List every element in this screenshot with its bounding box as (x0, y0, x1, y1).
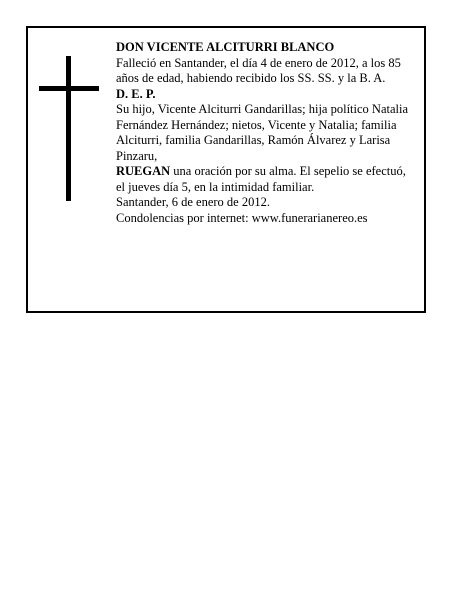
ruegan-paragraph (116, 164, 416, 195)
cross-vertical-bar (66, 56, 71, 201)
cross-horizontal-bar (39, 86, 99, 91)
dep-line: D. E. P. (116, 86, 156, 101)
family-list: Su hijo, Vicente Alciturri Gandarillas; hija político Natalia Fernández Hernández; nietos, Vicente y Natalia; familia Alciturri, familia Gandarillas, Ramón Álvarez y Larisa Pinzaru, (116, 102, 409, 163)
ruegan-text: una oración por su alma. El sepelio se efectuó, el jueves día 5, en la intimidad familiar. (116, 164, 406, 194)
condolences-line: Condolencias por internet: www.funerarianereo.es (116, 210, 368, 225)
latin-cross-icon (39, 56, 99, 201)
obituary-text (116, 40, 416, 226)
ruegan-label: RUEGAN (116, 164, 171, 178)
death-details: Falleció en Santander, el día 4 de enero de 2012, a los 85 años de edad, habiendo recibido los SS. SS. y la B. A. (116, 55, 401, 85)
deceased-name: DON VICENTE ALCITURRI BLANCO (116, 40, 335, 54)
place-date: Santander, 6 de enero de 2012. (116, 195, 270, 209)
obituary-notice (26, 26, 426, 313)
